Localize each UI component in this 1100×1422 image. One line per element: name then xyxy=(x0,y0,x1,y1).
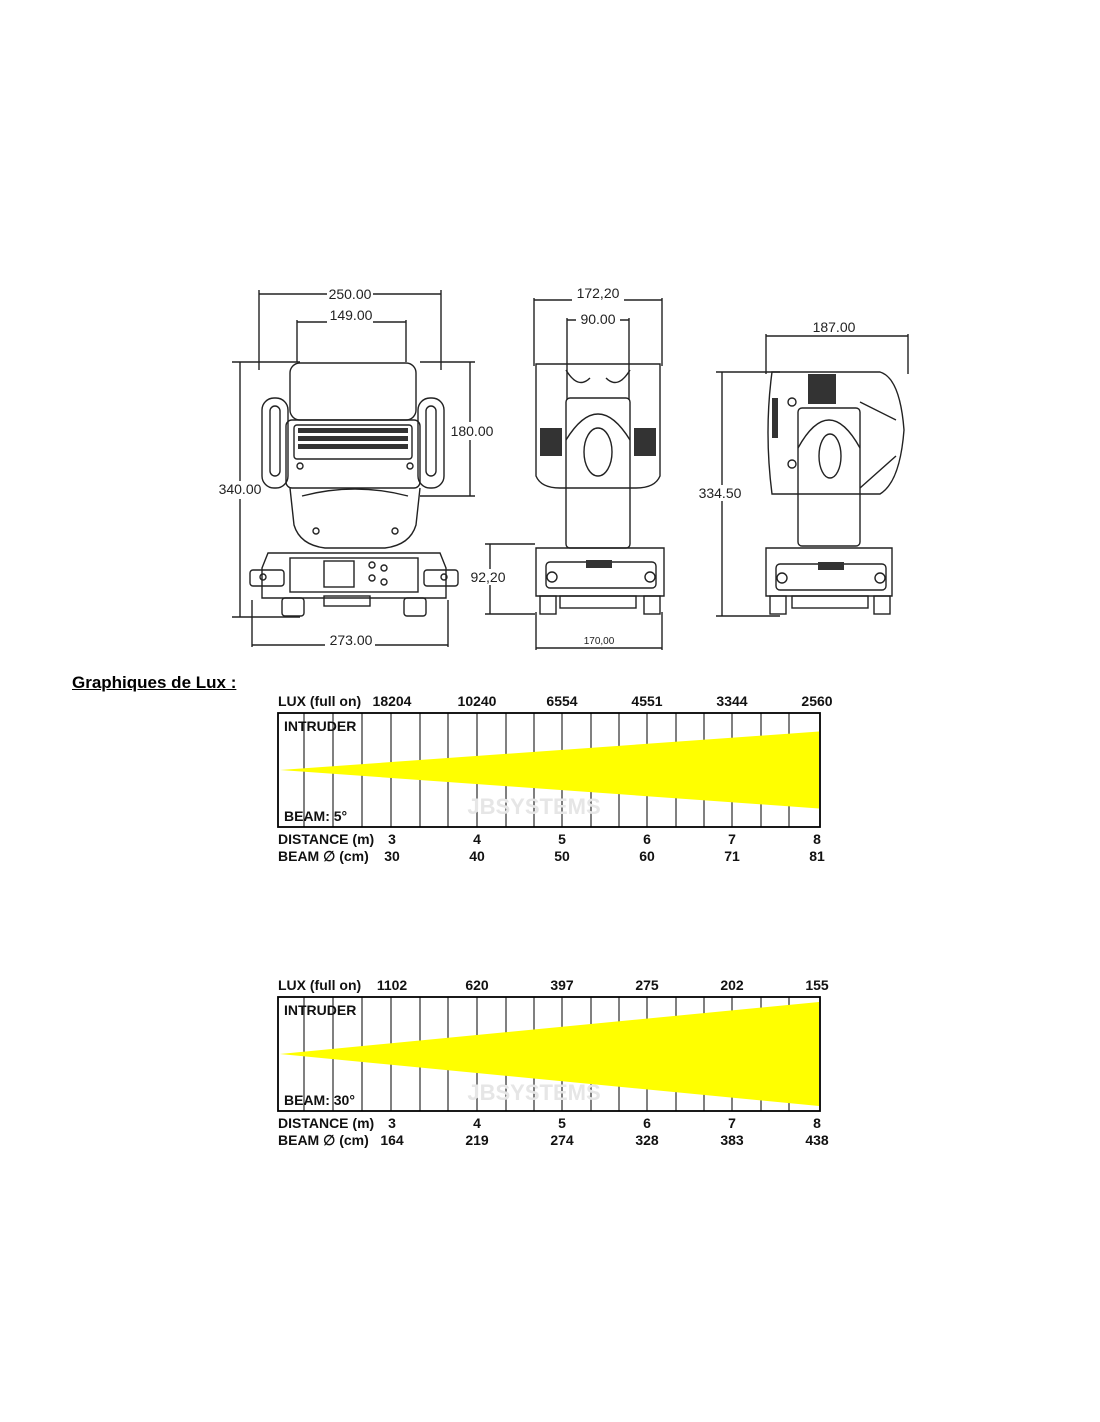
distance-value: 7 xyxy=(728,1115,736,1131)
dim-front-width: 250.00 xyxy=(328,286,372,302)
distance-value: 5 xyxy=(558,1115,566,1131)
beam-angle-label: BEAM: 30° xyxy=(284,1092,355,1108)
watermark-text: JBSYSTEMS xyxy=(467,794,601,819)
diameter-label: BEAM ∅ (cm) xyxy=(278,1132,369,1148)
lux-value: 2560 xyxy=(801,693,833,709)
model-label: INTRUDER xyxy=(284,718,357,734)
front-view-drawing xyxy=(250,363,458,616)
diameter-value: 60 xyxy=(639,848,655,864)
distance-label: DISTANCE (m) xyxy=(278,1115,375,1131)
model-label: INTRUDER xyxy=(284,1002,357,1018)
dim-front-head-height: 180.00 xyxy=(450,423,494,439)
lux-value: 3344 xyxy=(716,693,748,709)
watermark-text: JBSYSTEMS xyxy=(467,1080,601,1105)
side-view-drawing xyxy=(536,364,664,614)
diameter-value: 164 xyxy=(380,1132,404,1148)
dim-front-height: 340.00 xyxy=(218,481,262,497)
lux-value: 275 xyxy=(635,977,659,993)
distance-value: 7 xyxy=(728,831,736,847)
distance-value: 3 xyxy=(388,831,396,847)
right-view-drawing xyxy=(766,372,904,614)
distance-value: 3 xyxy=(388,1115,396,1131)
front-led-array xyxy=(298,428,408,449)
distance-value: 6 xyxy=(643,1115,651,1131)
distance-value: 4 xyxy=(473,831,481,847)
distance-value: 6 xyxy=(643,831,651,847)
distance-value: 8 xyxy=(813,831,821,847)
diameter-value: 438 xyxy=(805,1132,829,1148)
distance-value: 5 xyxy=(558,831,566,847)
side-led-array xyxy=(540,428,656,568)
lux-value: 202 xyxy=(720,977,744,993)
lux-value: 18204 xyxy=(372,693,412,709)
diameter-value: 40 xyxy=(469,848,485,864)
right-led-array xyxy=(772,374,844,570)
dimension-drawings xyxy=(0,0,1100,660)
lux-value: 397 xyxy=(550,977,574,993)
diameter-value: 219 xyxy=(465,1132,489,1148)
lux-value: 10240 xyxy=(457,693,497,709)
lux-value: 620 xyxy=(465,977,489,993)
diameter-value: 50 xyxy=(554,848,570,864)
diameter-value: 274 xyxy=(550,1132,574,1148)
lux-value: 1102 xyxy=(376,977,408,993)
lux-label: LUX (full on) xyxy=(278,977,362,993)
dim-front-inner-width: 149.00 xyxy=(329,307,373,323)
distance-value: 8 xyxy=(813,1115,821,1131)
dim-right-depth: 187.00 xyxy=(812,319,856,335)
distance-label: DISTANCE (m) xyxy=(278,831,375,847)
beam-angle-label: BEAM: 5° xyxy=(284,808,348,824)
dim-right-height: 334.50 xyxy=(698,485,742,501)
diameter-value: 30 xyxy=(384,848,400,864)
lux-chart-30deg xyxy=(270,972,850,1152)
section-title: Graphiques de Lux : xyxy=(72,673,237,692)
dim-side-base-height: 92,20 xyxy=(470,569,506,585)
dim-side-inner-width: 90.00 xyxy=(580,311,616,327)
diameter-value: 328 xyxy=(635,1132,659,1148)
diameter-value: 71 xyxy=(724,848,740,864)
distance-value: 4 xyxy=(473,1115,481,1131)
dim-front-base-width: 273.00 xyxy=(329,632,373,648)
lux-value: 4551 xyxy=(631,693,663,709)
dim-side-base-width: 170,00 xyxy=(583,636,615,647)
lux-chart-5deg xyxy=(270,688,850,868)
diameter-value: 81 xyxy=(809,848,825,864)
diameter-label: BEAM ∅ (cm) xyxy=(278,848,369,864)
diameter-value: 383 xyxy=(720,1132,744,1148)
lux-value: 155 xyxy=(805,977,829,993)
lux-value: 6554 xyxy=(546,693,578,709)
dim-side-width: 172,20 xyxy=(576,285,620,301)
lux-label: LUX (full on) xyxy=(278,693,362,709)
